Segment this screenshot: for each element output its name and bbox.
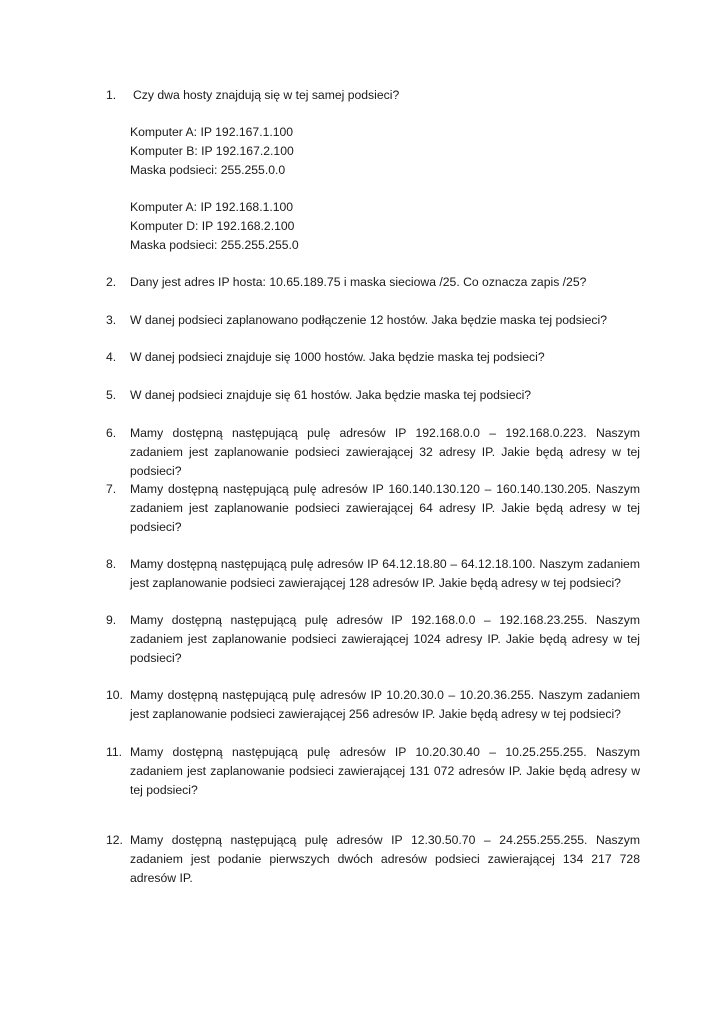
question-number: 7.	[106, 482, 117, 496]
question-text: Mamy dostępną następującą pulę adresów IP 160.140.130.120 – 160.140.130.205. Naszym zadaniem jest zaplanowanie podsieci zawierającej 64 adresy IP. Jakie będą adresy w tej podsieci?	[130, 482, 640, 534]
question-number: 12.	[106, 833, 123, 847]
question-number: 4.	[106, 350, 117, 364]
question-text: Dany jest adres IP hosta: 10.65.189.75 i maska sieciowa /25. Co oznacza zapis /25?	[130, 275, 587, 289]
question-1	[106, 86, 640, 105]
question-number: 2.	[106, 275, 117, 289]
question-11	[106, 743, 640, 800]
host-group-1	[130, 123, 294, 180]
question-6	[106, 424, 640, 481]
host-line: Komputer B: IP 192.167.2.100	[130, 144, 294, 158]
question-number: 6.	[106, 426, 117, 440]
question-text: Mamy dostępną następującą pulę adresów IP 64.12.18.80 – 64.12.18.100. Naszym zadaniem jest zaplanowanie podsieci zawierającej 128 adresów IP. Jakie będą adresy w tej podsieci?	[130, 557, 640, 590]
question-number: 10.	[106, 688, 123, 702]
question-7	[106, 480, 640, 537]
question-text: Mamy dostępną następującą pulę adresów IP 192.168.0.0 – 192.168.0.223. Naszym zadaniem jest zaplanowanie podsieci zawierającej 32 adresy IP. Jakie będą adresy w tej podsieci?	[130, 426, 640, 478]
host-group-2	[130, 198, 299, 255]
host-line: Komputer A: IP 192.168.1.100	[130, 200, 294, 214]
question-8	[106, 555, 640, 593]
question-text: Mamy dostępną następującą pulę adresów IP 12.30.50.70 – 24.255.255.255. Naszym zadaniem jest podanie pierwszych dwóch adresów podsieci zawierającej 134 217 728 adresów IP.	[130, 833, 640, 885]
question-text: W danej podsieci zaplanowano podłączenie 12 hostów. Jaka będzie maska tej podsieci?	[130, 313, 607, 327]
host-line: Komputer A: IP 192.167.1.100	[130, 125, 294, 139]
question-text: Mamy dostępną następującą pulę adresów IP 192.168.0.0 – 192.168.23.255. Naszym zadaniem jest zaplanowanie podsieci zawierającej 1024 adresy IP. Jakie będą adresy w tej podsieci?	[130, 613, 640, 665]
question-text: Mamy dostępną następującą pulę adresów IP 10.20.30.40 – 10.25.255.255. Naszym zadaniem jest zaplanowanie podsieci zawierającej 131 072 adresów IP. Jakie będą adresy w tej podsieci?	[130, 745, 640, 797]
question-text: W danej podsieci znajduje się 61 hostów. Jaka będzie maska tej podsieci?	[130, 388, 532, 402]
question-text: Czy dwa hosty znajdują się w tej samej podsieci?	[133, 88, 400, 102]
mask-line: Maska podsieci: 255.255.0.0	[130, 163, 286, 177]
question-10	[106, 686, 640, 724]
question-3	[106, 311, 640, 330]
question-number: 1.	[106, 88, 117, 102]
question-5	[106, 386, 640, 405]
question-2	[106, 273, 640, 292]
question-number: 5.	[106, 388, 117, 402]
question-12	[106, 831, 640, 888]
mask-line: Maska podsieci: 255.255.255.0	[130, 238, 299, 252]
question-text: W danej podsieci znajduje się 1000 hostów. Jaka będzie maska tej podsieci?	[130, 350, 545, 364]
question-9	[106, 611, 640, 668]
question-text: Mamy dostępną następującą pulę adresów IP 10.20.30.0 – 10.20.36.255. Naszym zadaniem jest zaplanowanie podsieci zawierającej 256 adresów IP. Jakie będą adresy w tej podsieci?	[130, 688, 640, 721]
question-number: 8.	[106, 557, 117, 571]
question-number: 3.	[106, 313, 117, 327]
question-number: 9.	[106, 613, 117, 627]
question-number: 11.	[106, 745, 123, 759]
question-4	[106, 348, 640, 367]
host-line: Komputer D: IP 192.168.2.100	[130, 219, 295, 233]
